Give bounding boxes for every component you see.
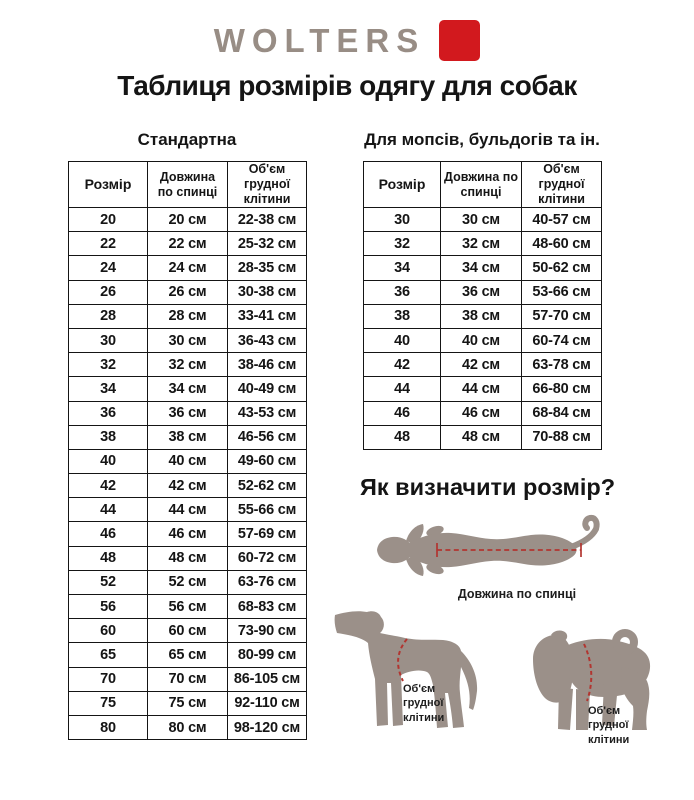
chest-label-line: Об'єм	[403, 683, 436, 695]
size-guide-title: Як визначити розмір?	[360, 474, 616, 500]
header-chest-girth: Об'єм грудної клітини	[522, 162, 602, 208]
table-cell: 22 см	[148, 232, 228, 256]
standard-size-table	[68, 161, 307, 740]
chest-label-line: грудної	[403, 697, 444, 710]
brand-logo-red-square	[439, 20, 480, 61]
standard-table-body	[69, 208, 307, 740]
table-header-row	[69, 162, 307, 208]
table-cell: 28	[69, 304, 148, 328]
table-cell: 33-41 см	[228, 304, 307, 328]
table-cell: 30	[364, 208, 441, 232]
table-row	[69, 643, 307, 667]
table-cell: 38	[364, 304, 441, 328]
header-size: Розмір	[69, 162, 148, 208]
table-cell: 25-32 см	[228, 232, 307, 256]
table-cell: 48 см	[441, 425, 522, 449]
table-cell: 22-38 см	[228, 208, 307, 232]
dog-top-silhouette	[377, 518, 597, 576]
table-cell: 42 см	[148, 474, 228, 498]
chest-label-line: клітини	[588, 733, 630, 746]
table-cell: 49-60 см	[228, 449, 307, 473]
table-cell: 40-49 см	[228, 377, 307, 401]
table-cell: 57-69 см	[228, 522, 307, 546]
table-cell: 48 см	[148, 546, 228, 570]
table-row	[69, 546, 307, 570]
table-cell: 56	[69, 595, 148, 619]
pugs-table-title: Для мопсів, бульдогів та ін.	[364, 130, 600, 149]
table-cell: 48-60 см	[522, 232, 602, 256]
table-cell: 40 см	[441, 328, 522, 352]
pugs-table-body	[364, 208, 602, 450]
table-row	[69, 570, 307, 594]
table-cell: 48	[364, 425, 441, 449]
chest-label-line: Об'єм	[588, 705, 621, 717]
table-cell: 32 см	[441, 232, 522, 256]
table-row	[364, 401, 602, 425]
table-cell: 44 см	[148, 498, 228, 522]
dog-top-view-illustration	[375, 512, 610, 590]
table-cell: 86-105 см	[228, 667, 307, 691]
table-cell: 63-76 см	[228, 570, 307, 594]
table-row	[364, 256, 602, 280]
table-cell: 46-56 см	[228, 425, 307, 449]
table-cell: 40-57 см	[522, 208, 602, 232]
table-cell: 52 см	[148, 570, 228, 594]
header-back-length: Довжина по спинці	[441, 162, 522, 208]
header-size: Розмір	[364, 162, 441, 208]
table-row	[364, 232, 602, 256]
table-cell: 46	[69, 522, 148, 546]
table-cell: 60 см	[148, 619, 228, 643]
chest-girth-label	[403, 682, 444, 725]
table-cell: 28-35 см	[228, 256, 307, 280]
table-cell: 40	[69, 449, 148, 473]
table-cell: 34	[364, 256, 441, 280]
table-cell: 38 см	[148, 425, 228, 449]
table-row	[69, 353, 307, 377]
table-cell: 98-120 см	[228, 715, 307, 739]
table-row	[69, 328, 307, 352]
table-cell: 32	[69, 353, 148, 377]
table-cell: 20 см	[148, 208, 228, 232]
table-cell: 68-84 см	[522, 401, 602, 425]
chest-label-line: грудної	[588, 719, 629, 732]
table-cell: 53-66 см	[522, 280, 602, 304]
table-cell: 28 см	[148, 304, 228, 328]
table-cell: 52	[69, 570, 148, 594]
table-row	[364, 353, 602, 377]
table-cell: 22	[69, 232, 148, 256]
table-header-row	[364, 162, 602, 208]
table-cell: 70	[69, 667, 148, 691]
table-cell: 56 см	[148, 595, 228, 619]
table-cell: 44	[69, 498, 148, 522]
standard-table-title: Стандартна	[137, 130, 237, 149]
table-cell: 34 см	[441, 256, 522, 280]
table-cell: 66-80 см	[522, 377, 602, 401]
table-row	[69, 715, 307, 739]
table-cell: 42	[69, 474, 148, 498]
table-row	[69, 498, 307, 522]
table-cell: 38	[69, 425, 148, 449]
table-cell: 36	[69, 401, 148, 425]
table-row	[364, 377, 602, 401]
brand-logo	[0, 20, 694, 61]
table-cell: 20	[69, 208, 148, 232]
table-cell: 60-74 см	[522, 328, 602, 352]
table-row	[364, 425, 602, 449]
pugs-table-container	[363, 161, 602, 450]
table-cell: 44	[364, 377, 441, 401]
table-cell: 36 см	[148, 401, 228, 425]
page-title: Таблиця розмірів одягу для собак	[117, 70, 577, 101]
table-row	[69, 377, 307, 401]
table-cell: 44 см	[441, 377, 522, 401]
table-cell: 32	[364, 232, 441, 256]
table-cell: 70 см	[148, 667, 228, 691]
table-cell: 92-110 см	[228, 691, 307, 715]
table-cell: 80	[69, 715, 148, 739]
table-row	[69, 522, 307, 546]
table-row	[69, 691, 307, 715]
table-cell: 70-88 см	[522, 425, 602, 449]
table-cell: 26 см	[148, 280, 228, 304]
table-cell: 36	[364, 280, 441, 304]
table-cell: 34	[69, 377, 148, 401]
table-row	[69, 232, 307, 256]
table-cell: 30 см	[441, 208, 522, 232]
brand-logo-text: WOLTERS	[213, 22, 426, 59]
table-cell: 48	[69, 546, 148, 570]
table-row	[69, 304, 307, 328]
table-cell: 80-99 см	[228, 643, 307, 667]
table-row	[69, 256, 307, 280]
table-cell: 57-70 см	[522, 304, 602, 328]
chest-label-line: клітини	[403, 711, 445, 724]
table-cell: 30-38 см	[228, 280, 307, 304]
table-cell: 40 см	[148, 449, 228, 473]
table-cell: 24	[69, 256, 148, 280]
table-row	[69, 425, 307, 449]
table-cell: 34 см	[148, 377, 228, 401]
table-cell: 40	[364, 328, 441, 352]
table-row	[69, 474, 307, 498]
table-row	[69, 667, 307, 691]
table-cell: 36 см	[441, 280, 522, 304]
table-cell: 63-78 см	[522, 353, 602, 377]
table-cell: 24 см	[148, 256, 228, 280]
header-chest-girth: Об'єм грудної клітини	[228, 162, 307, 208]
table-cell: 26	[69, 280, 148, 304]
table-row	[69, 208, 307, 232]
table-cell: 46	[364, 401, 441, 425]
table-row	[69, 449, 307, 473]
table-cell: 46 см	[148, 522, 228, 546]
table-cell: 60-72 см	[228, 546, 307, 570]
table-cell: 46 см	[441, 401, 522, 425]
header-back-length: Довжина по спинці	[148, 162, 228, 208]
table-cell: 52-62 см	[228, 474, 307, 498]
table-cell: 75 см	[148, 691, 228, 715]
table-cell: 65	[69, 643, 148, 667]
table-cell: 55-66 см	[228, 498, 307, 522]
table-cell: 30	[69, 328, 148, 352]
table-cell: 42 см	[441, 353, 522, 377]
table-row	[364, 280, 602, 304]
table-row	[69, 401, 307, 425]
table-cell: 73-90 см	[228, 619, 307, 643]
back-length-label: Довжина по спинці	[457, 587, 577, 601]
table-cell: 80 см	[148, 715, 228, 739]
table-cell: 68-83 см	[228, 595, 307, 619]
table-cell: 50-62 см	[522, 256, 602, 280]
table-cell: 38 см	[441, 304, 522, 328]
chest-girth-label	[588, 704, 629, 747]
table-cell: 42	[364, 353, 441, 377]
table-cell: 75	[69, 691, 148, 715]
table-cell: 36-43 см	[228, 328, 307, 352]
pugs-size-table	[363, 161, 602, 450]
table-row	[69, 619, 307, 643]
table-cell: 32 см	[148, 353, 228, 377]
table-row	[364, 328, 602, 352]
table-cell: 38-46 см	[228, 353, 307, 377]
table-row	[69, 595, 307, 619]
table-cell: 43-53 см	[228, 401, 307, 425]
table-row	[69, 280, 307, 304]
table-row	[364, 208, 602, 232]
table-cell: 60	[69, 619, 148, 643]
standard-table-container	[68, 161, 307, 740]
table-row	[364, 304, 602, 328]
table-cell: 65 см	[148, 643, 228, 667]
table-cell: 30 см	[148, 328, 228, 352]
